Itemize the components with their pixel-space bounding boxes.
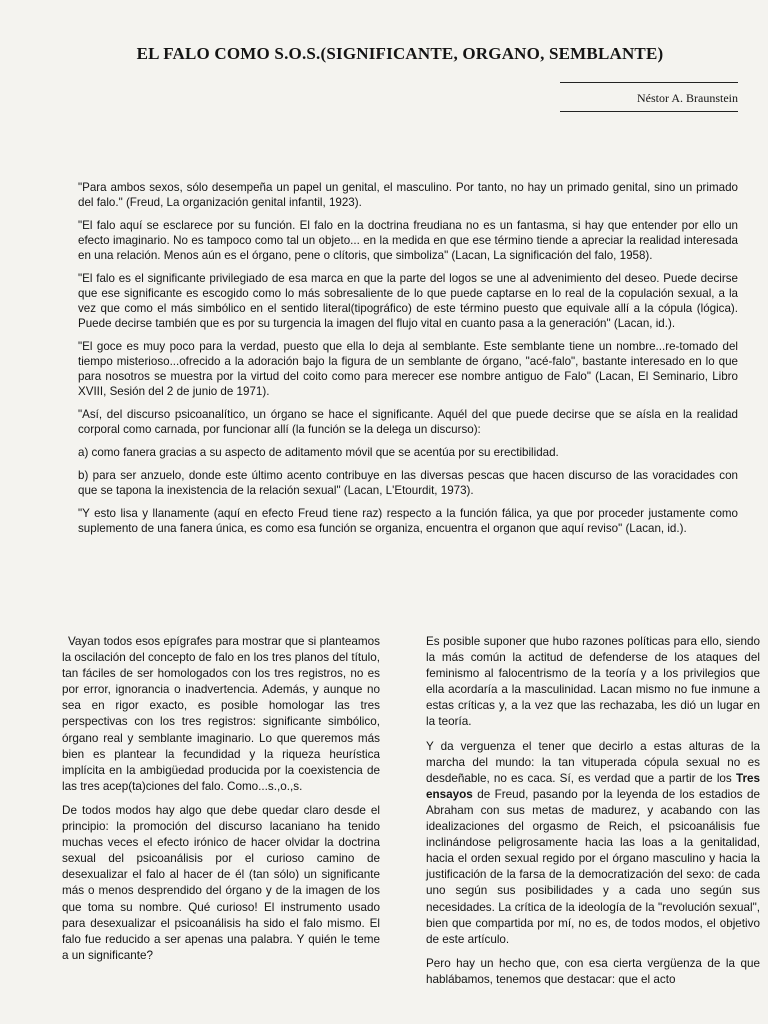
body-paragraph	[426, 739, 760, 948]
epigraph-freud: "Para ambos sexos, sólo desempeña un papel un genital, el masculino. Por tanto, no hay un primado genital, sino un primado del falo." (Freud, La organización genital infantil, 1923).	[78, 181, 738, 209]
epigraph-lacan-discurso: "Así, del discurso psicoanalítico, un órgano se hace el significante. Aquél del que puede decirse que se aísla en la realidad corporal como carnada, por funcionar allí (la función se la delega un discurso):	[78, 408, 738, 436]
author-rule-top	[560, 82, 738, 83]
epigraph-lacan-logos: "El falo es el significante privilegiado de esa marca en que la parte del logos se une al advenimiento del deseo. Puede decirse que ese significante es escogido como lo más sobresaliente de lo que puede captarse en lo real de la copulación sexual, a la vez que como el más simbólico en el sentido literal(tipográfico) de este término puesto que equivale allí a la cópula (lógica). Puede decirse también que es por su turgencia la imagen del flujo vital en cuanto pasa a la generación" (Lacan, id.).	[78, 272, 738, 330]
body-paragraph: Pero hay un hecho que, con esa cierta vergüenza de la que hablábamos, tenemos que destacar: que el acto	[426, 956, 760, 986]
left-column	[62, 634, 380, 972]
epigraph-block	[78, 180, 738, 544]
epigraph-item-a: a) como fanera gracias a su aspecto de aditamento móvil que se acentúa por su erectibilidad.	[78, 446, 559, 459]
epigraph-lacan-1958: "El falo aquí se esclarece por su función. El falo en la doctrina freudiana no es un fantasma, si hay que entender por ello un efecto imaginario. No es tampoco como tal un objeto... en la medida en que ese término tiende a apreciar la realidad interesada en una relación. Menos aún es el órgano, pene o clítoris, que simboliza" (Lacan, La significación del falo, 1958).	[78, 219, 738, 262]
body-text: de Freud, pasando por la leyenda de los estadios de Abraham con sus metas de madurez, y acabando con las idealizaciones del orgasmo de Reich, el psicoanálisis fue inclinándose peligrosamente hacia las loas a la genitalidad, hacia el orden sexual regido por el órgano masculino y hacia la justificación de la farsa de la democratización del sexo: de cada uno según sus posibilidades y a cada uno según sus necesidades. La crítica de la ideología de la "revolución sexual", bien que compartida por mí, no es, de todos modos, el objetivo de este artículo.	[426, 787, 760, 946]
epigraph-lacan-1971: "El goce es muy poco para la verdad, puesto que ella lo deja al semblante. Este semblante tiene un nombre...re-tomado del tiempo misterioso...ofrecido a la adoración bajo la figura de un semblante de órgano, "acé-falo", bastante interesado en lo que para nosotros se muestra por la virtud del coito como para merecer ese nombre antiguo de Falo" (Lacan, El Seminario, Libro XVIII, Sesión del 2 de junio de 1971).	[78, 340, 738, 398]
book-title-emphasis: Tres ensayos	[426, 771, 760, 801]
body-paragraph: De todos modos hay algo que debe quedar claro desde el principio: la promoción del discurso lacaniano ha tenido muchas veces el efecto irónico de hacer olvidar la doctrina sexual del psicoanálisis por el curioso camino de desexualizar el falo al hacer de él (tan sólo) un significante más o menos desprendido del órgano y de la imagen de los que toma su nombre. Qué curioso! El instrumento usado para desexualizar el psicoanálisis ha sido el falo mismo. El falo fue reducido a ser apenas una palabra. Y quién le teme a un significante?	[62, 803, 380, 962]
body-paragraph: Vayan todos esos epígrafes para mostrar que si planteamos la oscilación del concepto de falo en los tres planos del título, tan fáciles de ser homologados con los tres registros, no es por error, ignorancia o inadvertencia. Además, y aunque no sea en rigor exacto, es posible homologar las tres perspectivas con los tres registros: significante simbólico, órgano real y semblante imaginario. Lo que queremos más bien es plantear la fecundidad y la riqueza heurística implícita en la ambigüedad producida por la coexistencia de las tres acep(ta)ciones del falo. Como...s.,o.,s.	[62, 635, 380, 793]
epigraph-lacan-organon: "Y esto lisa y llanamente (aquí en efecto Freud tiene raz) respecto a la función fálica, ya que por proceder justamente como suplemento de una fanera única, es como esa función se organiza, encuentra el organon que aquí reviso" (Lacan, id.).	[78, 507, 738, 535]
body-text: Y da verguenza el tener que decirlo a estas alturas de la marcha del mundo: la tan vituperada cópula sexual no es desdeñable, no es caca. Sí, es verdad que a partir de los	[426, 739, 760, 785]
epigraph-item-b: b) para ser anzuelo, donde este último acento contribuye en las diversas pescas que hacen discurso de las voracidades con que se tapona la inexistencia de la relación sexual" (Lacan, L'Etourdit, 1973).	[78, 469, 738, 497]
author-rule-bottom	[560, 111, 738, 112]
right-column	[426, 634, 760, 996]
article-title: EL FALO COMO S.O.S.(SIGNIFICANTE, ORGANO, SEMBLANTE)	[136, 44, 664, 63]
body-paragraph: Es posible suponer que hubo razones políticas para ello, siendo la más común la actitud de defenderse de los ataques del feminismo al falocentrismo de la teoría y a los privilegios que ella acordaría a la masculinidad. Lacan mismo no fue inmune a estas críticas y, a la vez que las rechazaba, les dió un lugar en la teoría.	[426, 635, 760, 729]
author-name: Néstor A. Braunstein	[637, 91, 738, 105]
